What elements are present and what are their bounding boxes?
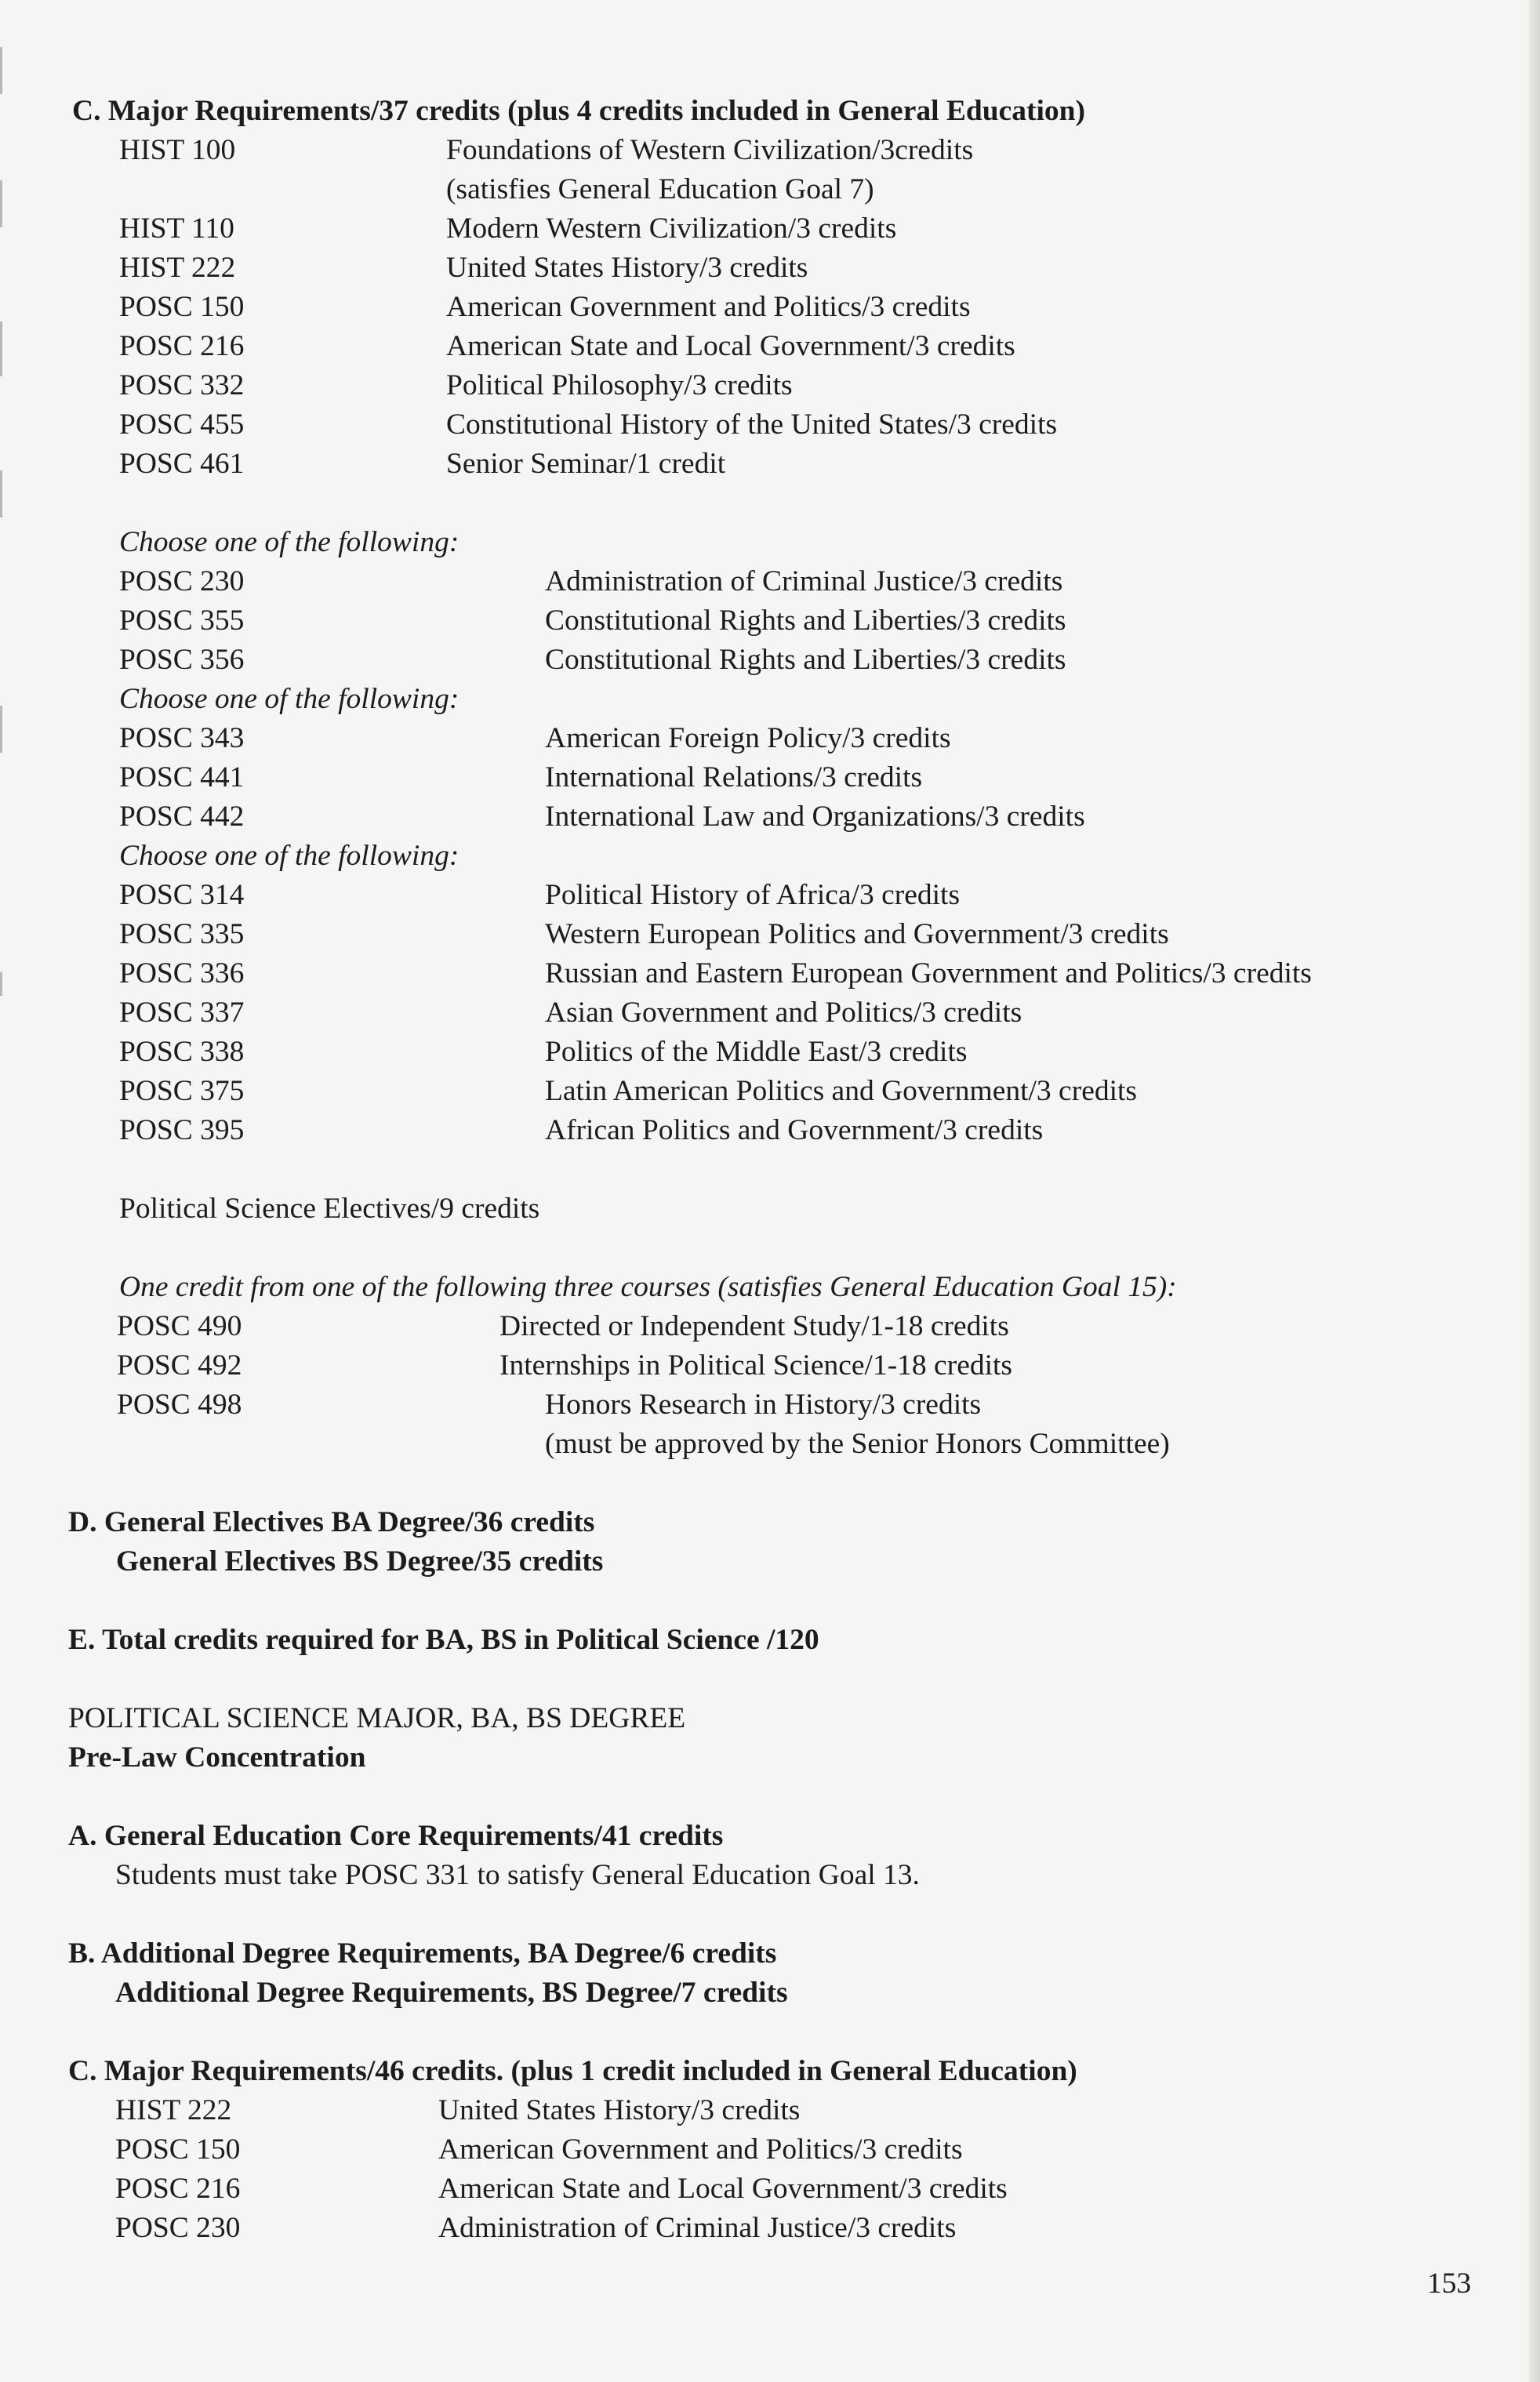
course-title: Constitutional Rights and Liberties/3 credits <box>545 605 1066 637</box>
program-title: POLITICAL SCIENCE MAJOR, BA, BS DEGREE <box>68 1702 686 1734</box>
one-credit-label: One credit from one of the following three courses (satisfies General Education Goal 15): <box>119 1271 1177 1303</box>
course-title: United States History/3 credits <box>438 2094 801 2126</box>
course-code: POSC 455 <box>119 408 245 441</box>
course-code: POSC 490 <box>117 1310 242 1342</box>
course-code: POSC 355 <box>119 605 245 637</box>
course-code: POSC 356 <box>119 644 245 676</box>
section-a-heading: A. General Education Core Requirements/41 credits <box>68 1820 724 1852</box>
section-d-line1: D. General Electives BA Degree/36 credits <box>68 1506 595 1538</box>
course-title: Administration of Criminal Justice/3 credits <box>545 565 1063 597</box>
course-code: POSC 216 <box>119 330 245 362</box>
course-title: African Politics and Government/3 credits <box>545 1114 1044 1146</box>
course-title: Administration of Criminal Justice/3 credits <box>438 2212 957 2244</box>
course-title: Political Philosophy/3 credits <box>446 369 793 401</box>
course-title: Constitutional History of the United States/3 credits <box>446 408 1058 441</box>
section-e-total: E. Total credits required for BA, BS in Political Science /120 <box>68 1624 819 1656</box>
course-title: Senior Seminar/1 credit <box>446 448 726 480</box>
binding-mark <box>0 180 2 227</box>
course-code: POSC 338 <box>119 1036 245 1068</box>
course-title: International Relations/3 credits <box>545 761 923 793</box>
course-code: POSC 335 <box>119 918 245 950</box>
course-code: POSC 216 <box>115 2173 241 2205</box>
course-code: POSC 442 <box>119 801 245 833</box>
section-d-line2: General Electives BS Degree/35 credits <box>116 1545 604 1578</box>
page-edge-shadow <box>1529 0 1540 2382</box>
course-code: POSC 395 <box>119 1114 245 1146</box>
course-title: Latin American Politics and Government/3 credits <box>545 1075 1138 1107</box>
section-c2-heading: C. Major Requirements/46 credits. (plus 1 credit included in General Education) <box>68 2055 1077 2087</box>
course-title: American State and Local Government/3 credits <box>438 2173 1008 2205</box>
course-title: Internships in Political Science/1-18 credits <box>499 1349 1013 1382</box>
course-code: POSC 337 <box>119 997 245 1029</box>
course-title: Russian and Eastern European Government and Politics/3 credits <box>545 957 1312 989</box>
course-code: POSC 230 <box>115 2212 241 2244</box>
course-title: American State and Local Government/3 credits <box>446 330 1015 362</box>
binding-mark <box>0 972 2 996</box>
course-title: Honors Research in History/3 credits <box>545 1389 982 1421</box>
course-code: POSC 461 <box>119 448 245 480</box>
course-code: POSC 343 <box>119 722 245 754</box>
course-code: POSC 441 <box>119 761 245 793</box>
course-code: POSC 150 <box>115 2133 241 2166</box>
course-code: POSC 498 <box>117 1389 242 1421</box>
choose-label: Choose one of the following: <box>119 840 459 872</box>
course-code: POSC 150 <box>119 291 245 323</box>
course-code: POSC 332 <box>119 369 245 401</box>
course-title: American Government and Politics/3 credits <box>438 2133 963 2166</box>
binding-mark <box>0 321 2 376</box>
course-code: HIST 222 <box>119 252 236 284</box>
binding-mark <box>0 47 2 94</box>
course-code: POSC 492 <box>117 1349 242 1382</box>
course-code: HIST 100 <box>119 134 236 166</box>
course-code: POSC 375 <box>119 1075 245 1107</box>
binding-mark <box>0 706 2 753</box>
course-title: American Government and Politics/3 credits <box>446 291 971 323</box>
section-a-note: Students must take POSC 331 to satisfy General Education Goal 13. <box>115 1859 920 1891</box>
page-number: 153 <box>1427 2268 1472 2300</box>
course-code: HIST 110 <box>119 212 234 245</box>
section-b-line1: B. Additional Degree Requirements, BA Degree/6 credits <box>68 1937 777 1970</box>
choose-label: Choose one of the following: <box>119 683 459 715</box>
program-subtitle: Pre-Law Concentration <box>68 1741 366 1774</box>
course-title: Asian Government and Politics/3 credits <box>545 997 1022 1029</box>
course-code: POSC 314 <box>119 879 245 911</box>
course-code: POSC 336 <box>119 957 245 989</box>
course-note: (must be approved by the Senior Honors Committee) <box>545 1428 1170 1460</box>
course-code: HIST 222 <box>115 2094 232 2126</box>
course-title: Directed or Independent Study/1-18 credits <box>499 1310 1009 1342</box>
choose-label: Choose one of the following: <box>119 526 459 558</box>
course-title: Politics of the Middle East/3 credits <box>545 1036 968 1068</box>
course-title: American Foreign Policy/3 credits <box>545 722 951 754</box>
course-title: Modern Western Civilization/3 credits <box>446 212 897 245</box>
course-code: POSC 230 <box>119 565 245 597</box>
political-science-electives: Political Science Electives/9 credits <box>119 1193 540 1225</box>
binding-mark <box>0 470 2 517</box>
course-title: Constitutional Rights and Liberties/3 credits <box>545 644 1066 676</box>
course-title: International Law and Organizations/3 credits <box>545 801 1085 833</box>
course-title: Western European Politics and Government/3 credits <box>545 918 1169 950</box>
section-c-heading: C. Major Requirements/37 credits (plus 4 credits included in General Education) <box>72 95 1086 127</box>
course-title: Political History of Africa/3 credits <box>545 879 961 911</box>
course-note: (satisfies General Education Goal 7) <box>446 173 874 205</box>
section-b-line2: Additional Degree Requirements, BS Degree/7 credits <box>115 1977 788 2009</box>
course-title: Foundations of Western Civilization/3credits <box>446 134 974 166</box>
course-title: United States History/3 credits <box>446 252 808 284</box>
